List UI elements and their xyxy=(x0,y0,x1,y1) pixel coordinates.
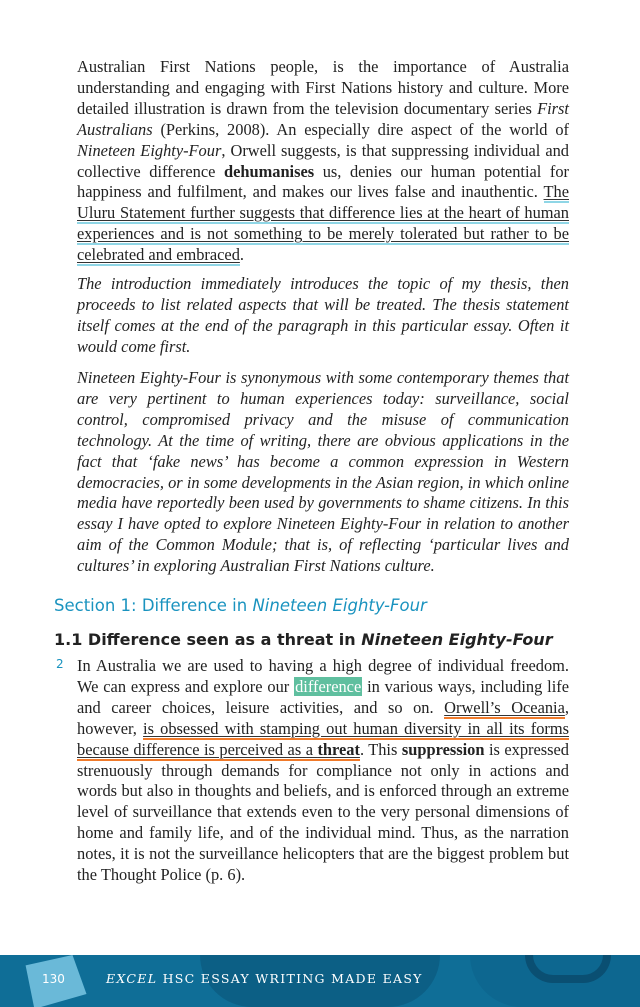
commentary-paragraph-2: Nineteen Eighty-Four is synonymous with some contemporary themes that are very pertinent to human experiences today: surveillance, social control, compromised privacy and the misuse of communication technology. At the time of writing, there are obvious applications in the fact that ‘fake news’ has become a common expression in Western democracies, or in some developments in the Asian region, in which online media have reportedly been used by governments to shame citizens. In this essay I have opted to explore Nineteen Eighty-Four in relation to another aim of the Common Module; that is, of reflecting ‘particular lives and cultures’ in exploring Australian First Nations culture. xyxy=(77,368,569,576)
text: Australian First Nations people, is the importance of Australia understanding and engaging with First Nations history and culture. More detailed illustration is drawn from the television documentary series xyxy=(77,57,569,118)
underlined-phrase: Orwell’s Oceania xyxy=(444,697,565,717)
underlined-thesis: The Uluru Statement further suggests that difference lies at the heart of human experiences and is not something to be merely tolerated but rather to be celebrated and embraced xyxy=(77,182,569,265)
text: , however, xyxy=(77,697,569,738)
commentary-paragraph-1: The introduction immediately introduces the topic of my thesis, then proceeds to list related aspects that will be treated. The thesis statement itself comes at the end of the paragraph in this particular essay. Often it would come first. xyxy=(77,274,569,356)
page-number: 130 xyxy=(42,972,65,986)
text: Nineteen Eighty-Four xyxy=(361,630,553,649)
bold-term: threat xyxy=(317,739,360,759)
text: 1.1 Difference seen as a threat in xyxy=(54,630,362,649)
text: in various ways, including life and career choices, leisure activities, and so on. xyxy=(77,676,569,717)
title-first-australians: First Australians xyxy=(77,98,569,139)
title-nineteen-eighty-four: Nineteen Eighty-Four xyxy=(77,140,222,160)
text: is obsessed with stamping out human diversity in all its forms because difference is perceived as a xyxy=(77,718,569,759)
text: us, denies our human potential for happiness and fulfilment, and makes our lives false and inauthentic. xyxy=(77,161,569,202)
page-footer xyxy=(0,955,640,1007)
body-paragraph-2 xyxy=(77,656,569,886)
body-paragraph-intro xyxy=(77,57,569,266)
paragraph-number: 2 xyxy=(56,657,64,671)
bold-term: suppression xyxy=(401,739,485,759)
text: (Perkins, 2008). An especially dire aspect of the world of xyxy=(152,119,569,139)
bold-term: dehumanises xyxy=(223,161,315,181)
book-title xyxy=(106,971,423,986)
text: Section 1: Difference in xyxy=(54,596,253,615)
text: , Orwell suggests, is that suppressing individual and collective difference xyxy=(77,140,569,181)
text: HSC ESSAY WRITING MADE EASY xyxy=(157,971,423,986)
text: . xyxy=(239,245,244,265)
section-heading xyxy=(54,596,427,615)
text: In Australia we are used to having a high degree of individual freedom. We can express and explore our xyxy=(77,656,569,696)
text: . This xyxy=(359,739,402,759)
subsection-heading xyxy=(54,630,553,649)
text: Nineteen Eighty-Four xyxy=(252,596,427,615)
highlighted-word: difference xyxy=(295,676,362,696)
text: is expressed strenuously through demands for compliance not only in actions and words but also in thoughts and beliefs, and is enforced through an extreme level of surveillance that extends even to the very personal dimensions of home and family life, and of the individual mind. Thus, as the narration notes, it is not the surveillance helicopters that are the biggest problem but the Thought Police (p. 6). xyxy=(77,739,569,885)
text: EXCEL xyxy=(106,971,158,986)
